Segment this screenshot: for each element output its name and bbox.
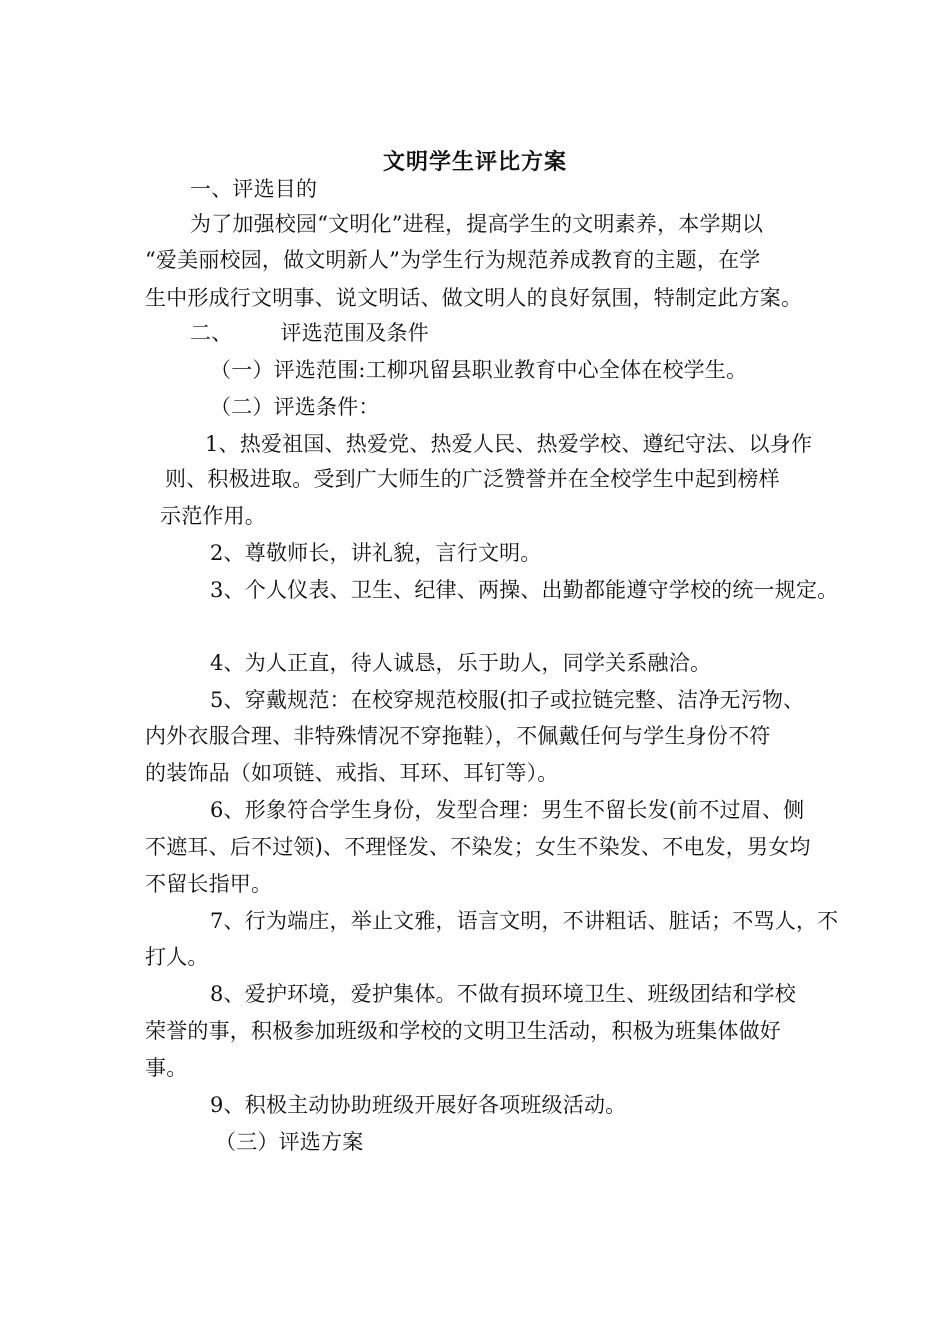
list-item-line: 6、形象符合学生身份，发型合理：男生不留长发(前不过眉、侧 (210, 798, 805, 822)
list-item-line: 7、行为端庄，举止文雅，语言文明，不讲粗话、脏话；不骂人，不 (210, 909, 839, 933)
subsection-conditions: （二）评选条件： (210, 395, 380, 419)
paragraph-line: 为了加强校园“文明化”进程，提高学生的文明素养，本学期以 (190, 212, 764, 236)
list-item-line: 示范作用。 (160, 504, 266, 528)
list-item-line: 打人。 (145, 945, 209, 969)
list-item-line: 荣誉的事，积极参加班级和学校的文明卫生活动，积极为班集体做好 (145, 1019, 781, 1043)
list-item-line: 的装饰品（如项链、戒指、耳环、耳钉等）。 (145, 761, 559, 785)
list-item-line: 不遮耳、后不过领)、不理怪发、不染发；女生不染发、不电发，男女均 (145, 835, 811, 859)
list-item-line: 3、个人仪表、卫生、纪律、两操、出勤都能遵守学校的统一规定。 (210, 578, 839, 602)
list-item-line: 5、穿戴规范：在校穿规范校服(扣子或拉链完整、洁净无污物、 (210, 688, 805, 712)
list-item-line: 9、积极主动协助班级开展好各项班级活动。 (210, 1093, 627, 1117)
section-heading-scope: 二、 评选范围及条件 (190, 321, 429, 345)
list-item-line: 则、积极进取。受到广大师生的广泛赞誉并在全校学生中起到榜样 (165, 467, 780, 491)
list-item-line: 2、尊敬师长，讲礼貌，言行文明。 (210, 541, 542, 565)
paragraph-line: 生中形成行文明事、说文明话、做文明人的良好氛围，特制定此方案。 (145, 286, 803, 310)
list-item-line: 1、热爱祖国、热爱党、热爱人民、热爱学校、遵纪守法、以身作 (205, 432, 813, 456)
subsection-plan: （三）评选方案 (215, 1130, 364, 1154)
document-title: 文明学生评比方案 (382, 150, 567, 175)
list-item-line: 事。 (145, 1056, 188, 1080)
section-heading-purpose: 一、评选目的 (190, 177, 318, 201)
list-item-line: 内外衣服合理、非特殊情况不穿拖鞋），不佩戴任何与学生身份不符 (145, 724, 771, 748)
subsection-scope: （一）评选范围:工柳巩留县职业教育中心全体在校学生。 (210, 358, 748, 382)
list-item-line: 不留长指甲。 (145, 872, 273, 896)
list-item-line: 4、为人正直，待人诚恳，乐于助人，同学关系融洽。 (210, 651, 712, 675)
list-item-line: 8、爱护环境，爱护集体。不做有损环境卫生、班级团结和学校 (210, 982, 796, 1006)
paragraph-line: “爱美丽校园，做文明新人”为学生行为规范养成教育的主题，在学 (145, 248, 761, 272)
